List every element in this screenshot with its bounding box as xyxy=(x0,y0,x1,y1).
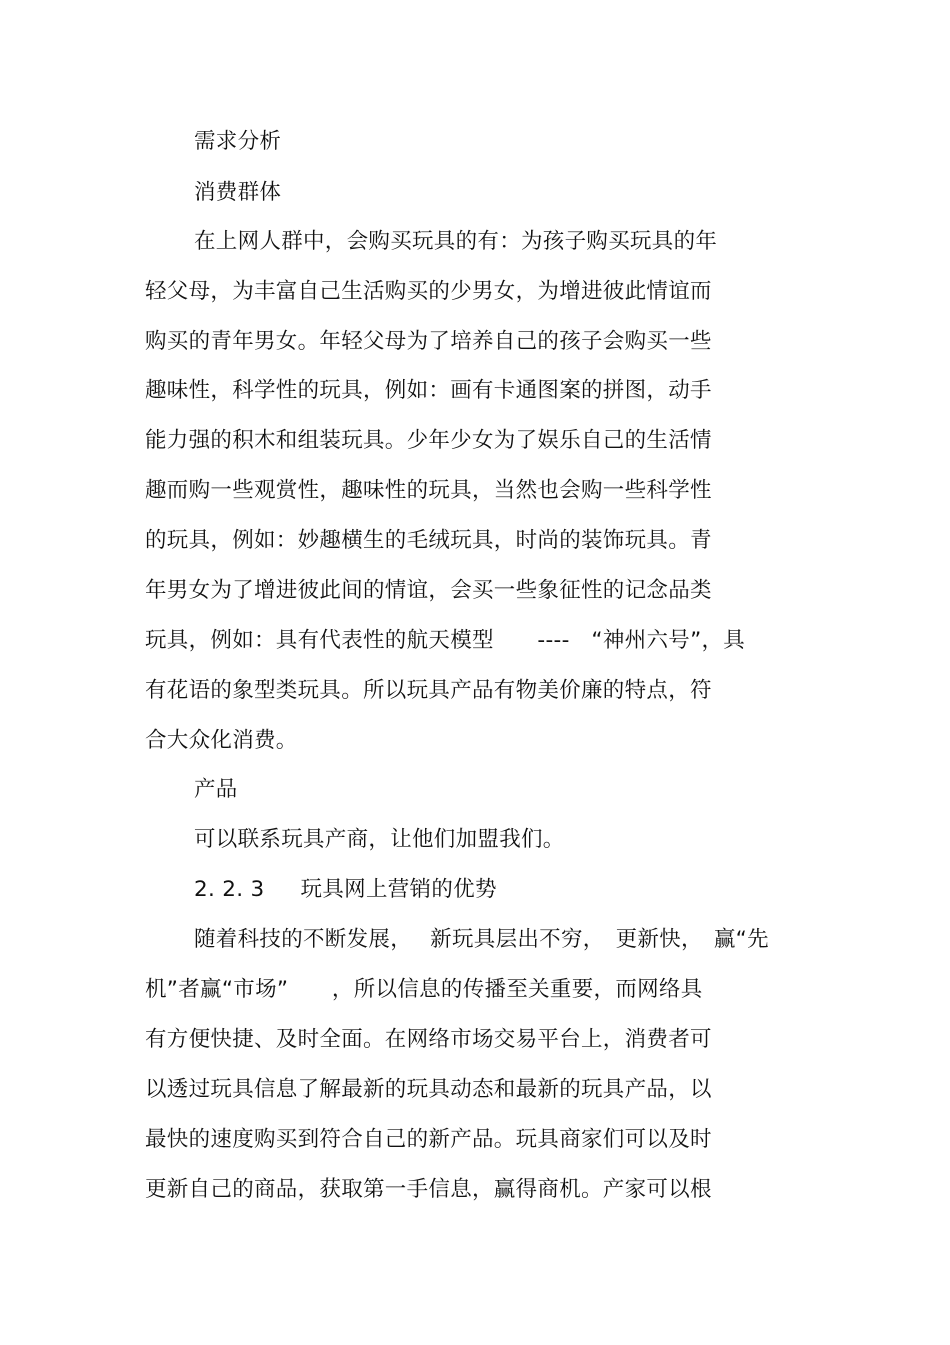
section-heading-2-2-3: 2. 2. 3 玩具网上营销的优势 xyxy=(194,877,497,902)
paragraph-line: 轻父母，为丰富自己生活购买的少男女，为增进彼此情谊而 xyxy=(145,279,712,304)
paragraph-line: 的玩具，例如：妙趣横生的毛绒玩具，时尚的装饰玩具。青 xyxy=(145,528,712,553)
paragraph-line: 在上网人群中，会购买玩具的有：为孩子购买玩具的年 xyxy=(194,229,718,254)
subsection-heading-products: 产品 xyxy=(194,777,238,802)
paragraph-line: 有花语的象型类玩具。所以玩具产品有物美价廉的特点，符 xyxy=(145,678,712,703)
paragraph-line: 趣味性，科学性的玩具，例如：画有卡通图案的拼图，动手 xyxy=(145,378,712,403)
paragraph-line: 能力强的积木和组装玩具。少年少女为了娱乐自己的生活情 xyxy=(145,428,712,453)
paragraph-line: 年男女为了增进彼此间的情谊，会买一些象征性的记念品类 xyxy=(145,578,712,603)
subsection-heading-consumer-groups: 消费群体 xyxy=(194,180,282,205)
paragraph-line: 玩具，例如：具有代表性的航天模型 ---- “神州六号”，具 xyxy=(145,628,746,653)
paragraph-line: 更新自己的商品，获取第一手信息，赢得商机。产家可以根 xyxy=(145,1177,712,1202)
section-heading-demand-analysis: 需求分析 xyxy=(194,129,282,154)
paragraph-line: 随着科技的不断发展， 新玩具层出不穷， 更新快， 赢“先 xyxy=(194,927,769,952)
paragraph-line: 以透过玩具信息了解最新的玩具动态和最新的玩具产品，以 xyxy=(145,1077,712,1102)
paragraph-line: 购买的青年男女。年轻父母为了培养自己的孩子会购买一些 xyxy=(145,329,712,354)
paragraph-line: 趣而购一些观赏性，趣味性的玩具，当然也会购一些科学性 xyxy=(145,478,712,503)
paragraph-line: 合大众化消费。 xyxy=(145,728,298,753)
paragraph-line: 机”者赢“市场” ，所以信息的传播至关重要，而网络具 xyxy=(145,977,703,1002)
paragraph-line: 可以联系玩具产商，让他们加盟我们。 xyxy=(194,827,565,852)
paragraph-line: 有方便快捷、及时全面。在网络市场交易平台上，消费者可 xyxy=(145,1027,712,1052)
paragraph-line: 最快的速度购买到符合自己的新产品。玩具商家们可以及时 xyxy=(145,1127,712,1152)
